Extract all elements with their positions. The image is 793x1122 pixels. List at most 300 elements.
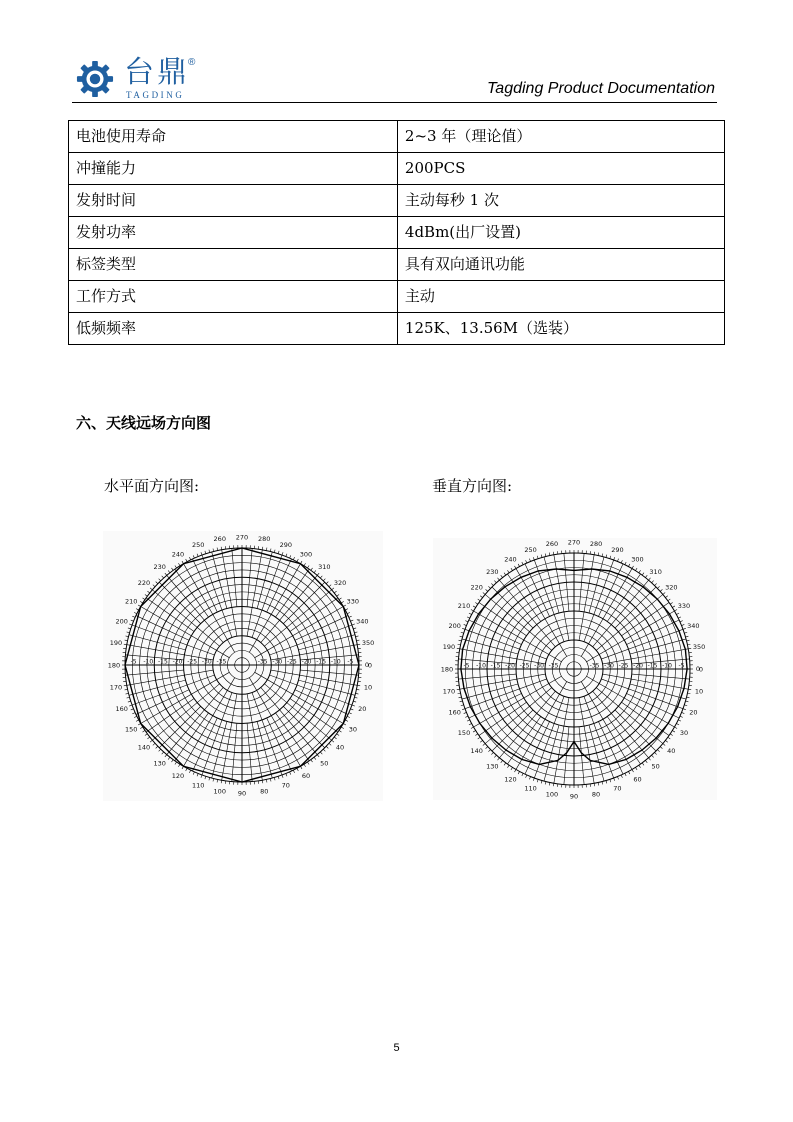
- company-logo: [72, 55, 262, 103]
- grid-spoke: [589, 557, 604, 613]
- angle-tick-label: 210: [457, 601, 471, 610]
- angle-tick-label: 270: [235, 533, 249, 542]
- section-heading: 六、天线远场方向图: [76, 414, 212, 432]
- angle-tick-label: 340: [356, 617, 369, 626]
- angle-tick-label: 170: [442, 687, 456, 696]
- angle-minor-tick: [498, 758, 500, 760]
- angle-minor-tick: [545, 782, 546, 785]
- angle-minor-tick: [507, 765, 509, 767]
- angle-minor-tick: [334, 737, 336, 739]
- angle-tick-label: 140: [137, 743, 151, 752]
- radial-tick-label: 0: [364, 661, 370, 669]
- logo-gear-icon: [76, 60, 114, 98]
- angle-tick-label: 20: [358, 705, 367, 714]
- angle-minor-tick: [186, 559, 187, 562]
- horizontal-polar-svg: [103, 531, 383, 801]
- grid-spoke: [615, 710, 656, 751]
- angle-minor-tick: [293, 557, 294, 560]
- angle-minor-tick: [150, 740, 152, 742]
- angle-minor-tick: [494, 755, 496, 757]
- grid-spoke: [465, 679, 547, 709]
- grid-spoke: [630, 684, 686, 699]
- grid-spoke: [257, 722, 272, 779]
- angle-tick-label: 350: [692, 643, 706, 652]
- angle-minor-tick: [471, 610, 474, 612]
- angle-minor-tick: [635, 568, 637, 571]
- angle-minor-tick: [480, 740, 482, 742]
- angle-tick-label: 70: [613, 784, 622, 793]
- angle-minor-tick: [537, 779, 538, 782]
- page-number: 5: [393, 1042, 400, 1054]
- angle-tick-label: 310: [649, 568, 662, 577]
- angle-tick-label: 100: [213, 787, 226, 796]
- angle-minor-tick: [143, 598, 145, 600]
- angle-minor-tick: [320, 752, 322, 754]
- angle-minor-tick: [541, 781, 542, 784]
- angle-tick-label: 20: [689, 708, 698, 717]
- angle-minor-tick: [189, 557, 190, 560]
- angle-minor-tick: [478, 737, 480, 739]
- angle-minor-tick: [134, 612, 137, 613]
- grid-spoke: [252, 555, 282, 637]
- angle-minor-tick: [356, 689, 359, 690]
- angle-minor-tick: [347, 716, 350, 717]
- angle-minor-tick: [162, 576, 164, 578]
- grid-spoke: [544, 725, 559, 781]
- angle-minor-tick: [494, 581, 496, 583]
- angle-minor-tick: [602, 782, 603, 785]
- angle-minor-tick: [153, 743, 155, 745]
- angle-tick-label: 40: [335, 743, 345, 752]
- angle-tick-label: 270: [567, 538, 581, 547]
- angle-minor-tick: [132, 713, 135, 714]
- angle-minor-tick: [676, 723, 679, 724]
- angle-minor-tick: [278, 551, 279, 554]
- angle-minor-tick: [307, 566, 309, 568]
- grid-spoke: [202, 692, 232, 774]
- angle-minor-tick: [683, 709, 686, 710]
- radial-tick-label: -20: [172, 658, 183, 666]
- angle-minor-tick: [655, 583, 657, 585]
- angle-minor-tick: [478, 599, 480, 601]
- angle-minor-tick: [165, 573, 167, 575]
- vertical-polar-chart: [433, 538, 717, 800]
- angle-minor-tick: [537, 556, 538, 559]
- angle-minor-tick: [209, 777, 210, 780]
- grid-spoke: [212, 552, 227, 609]
- angle-tick-label: 10: [694, 687, 704, 696]
- angle-minor-tick: [469, 613, 472, 614]
- angle-tick-label: 260: [213, 535, 226, 544]
- angle-minor-tick: [657, 586, 659, 588]
- angle-tick-label: 230: [486, 568, 499, 577]
- angle-minor-tick: [270, 549, 271, 552]
- angle-minor-tick: [354, 697, 357, 698]
- angle-tick-label: 240: [504, 555, 517, 564]
- angle-tick-label: 110: [524, 784, 537, 793]
- grid-spoke: [299, 635, 356, 650]
- angle-minor-tick: [549, 553, 550, 556]
- angle-minor-tick: [186, 768, 187, 771]
- radial-tick-label: -35: [257, 658, 268, 666]
- angle-tick-label: 220: [470, 583, 483, 592]
- angle-minor-tick: [353, 628, 356, 629]
- angle-minor-tick: [533, 557, 534, 560]
- angle-minor-tick: [635, 767, 637, 770]
- angle-tick-label: 300: [631, 555, 644, 564]
- angle-minor-tick: [458, 644, 461, 645]
- row-label: 发射时间: [69, 185, 398, 217]
- angle-minor-tick: [652, 581, 654, 583]
- grid-spoke: [269, 625, 351, 655]
- angle-minor-tick: [460, 636, 463, 637]
- angle-minor-tick: [549, 782, 550, 785]
- angle-tick-label: 30: [348, 725, 357, 734]
- registered-mark: ®: [188, 57, 196, 68]
- radial-tick-label: -25: [187, 658, 198, 666]
- grid-spoke: [589, 725, 604, 781]
- angle-minor-tick: [193, 772, 194, 775]
- radial-tick-label: -25: [286, 658, 297, 666]
- angle-minor-tick: [688, 648, 691, 649]
- angle-tick-label: 250: [192, 541, 205, 550]
- angle-minor-tick: [464, 624, 467, 625]
- angle-minor-tick: [473, 730, 476, 732]
- angle-minor-tick: [125, 689, 128, 690]
- angle-minor-tick: [307, 762, 309, 764]
- angle-tick-label: 110: [192, 781, 205, 790]
- angle-minor-tick: [128, 628, 131, 629]
- angle-minor-tick: [486, 747, 488, 749]
- angle-minor-tick: [684, 705, 687, 706]
- angle-minor-tick: [488, 750, 490, 752]
- angle-tick-label: 90: [237, 789, 247, 798]
- angle-minor-tick: [168, 757, 170, 759]
- row-value: 4dBm(出厂设置): [397, 217, 724, 249]
- radial-tick-label: -35: [548, 662, 559, 670]
- angle-tick-label: 130: [153, 759, 166, 768]
- radial-tick-label: -15: [157, 658, 168, 666]
- angle-tick-label: 200: [448, 621, 461, 630]
- angle-minor-tick: [632, 566, 634, 569]
- angle-minor-tick: [266, 779, 267, 782]
- row-value: 125K、13.56M（选装）: [397, 313, 724, 345]
- angle-minor-tick: [127, 632, 130, 633]
- angle-tick-label: 240: [171, 550, 185, 559]
- grid-spoke: [584, 696, 614, 778]
- radial-tick-label: -20: [633, 662, 643, 670]
- angle-minor-tick: [467, 720, 470, 721]
- angle-minor-tick: [349, 713, 352, 714]
- angle-minor-tick: [632, 769, 634, 772]
- angle-minor-tick: [150, 588, 152, 590]
- angle-minor-tick: [201, 552, 202, 555]
- grid-spoke: [630, 639, 686, 654]
- angle-tick-label: 70: [281, 781, 290, 790]
- angle-tick-label: 350: [361, 639, 375, 648]
- angle-minor-tick: [175, 762, 177, 764]
- angle-tick-label: 60: [301, 772, 311, 781]
- angle-minor-tick: [350, 709, 353, 710]
- angle-minor-tick: [553, 552, 554, 555]
- angle-minor-tick: [545, 554, 546, 557]
- angle-minor-tick: [594, 552, 595, 555]
- angle-minor-tick: [347, 612, 350, 613]
- angle-minor-tick: [314, 757, 316, 759]
- angle-minor-tick: [501, 760, 503, 762]
- page-header: [72, 52, 717, 102]
- angle-minor-tick: [134, 716, 137, 717]
- angle-minor-tick: [475, 602, 477, 604]
- angle-minor-tick: [274, 777, 275, 780]
- angle-tick-label: 290: [279, 541, 292, 550]
- angle-minor-tick: [262, 547, 263, 550]
- angle-minor-tick: [136, 609, 139, 610]
- angle-minor-tick: [680, 716, 683, 717]
- angle-tick-label: 330: [346, 597, 360, 606]
- angle-minor-tick: [621, 775, 622, 778]
- angle-minor-tick: [465, 621, 468, 622]
- angle-minor-tick: [461, 705, 464, 706]
- angle-minor-tick: [652, 755, 654, 757]
- grid-spoke: [462, 639, 518, 654]
- angle-minor-tick: [145, 734, 147, 736]
- angle-minor-tick: [488, 586, 490, 588]
- table-row: [69, 153, 725, 185]
- table-row: [69, 185, 725, 217]
- angle-tick-label: 340: [687, 621, 700, 630]
- angle-minor-tick: [660, 747, 662, 749]
- angle-minor-tick: [209, 550, 210, 553]
- angle-tick-label: 180: [107, 661, 121, 670]
- angle-minor-tick: [136, 720, 139, 721]
- table-row: [69, 281, 725, 313]
- angle-minor-tick: [159, 749, 161, 751]
- angle-minor-tick: [290, 555, 291, 558]
- angle-minor-tick: [498, 578, 500, 580]
- row-value: 200PCS: [397, 153, 724, 185]
- angle-minor-tick: [501, 575, 503, 577]
- vertical-pattern-caption: 垂直方向图:: [432, 477, 513, 495]
- angle-minor-tick: [602, 554, 603, 557]
- row-label: 冲撞能力: [69, 153, 398, 185]
- angle-tick-label: 0: [698, 665, 704, 674]
- angle-tick-label: 260: [545, 540, 559, 549]
- angle-minor-tick: [356, 636, 359, 637]
- angle-minor-tick: [162, 752, 164, 754]
- radial-tick-label: -5: [463, 662, 470, 670]
- angle-minor-tick: [125, 640, 128, 641]
- angle-minor-tick: [156, 746, 158, 748]
- grid-spoke: [462, 684, 518, 699]
- row-value: 主动每秒 1 次: [397, 185, 724, 217]
- angle-minor-tick: [126, 636, 129, 637]
- vertical-polar-svg: [433, 538, 717, 800]
- angle-minor-tick: [473, 606, 476, 608]
- angle-minor-tick: [297, 768, 298, 771]
- angle-minor-tick: [339, 598, 341, 600]
- angle-minor-tick: [168, 570, 170, 572]
- angle-minor-tick: [682, 712, 685, 713]
- angle-minor-tick: [350, 620, 353, 621]
- angle-minor-tick: [483, 593, 485, 595]
- angle-minor-tick: [672, 730, 675, 732]
- angle-minor-tick: [126, 693, 129, 694]
- grid-spoke: [534, 560, 564, 642]
- angle-tick-label: 160: [448, 708, 461, 717]
- grid-spoke: [269, 675, 351, 705]
- radial-tick-label: -25: [519, 662, 530, 670]
- grid-spoke: [202, 555, 232, 637]
- angle-tick-label: 120: [504, 775, 517, 784]
- angle-minor-tick: [670, 734, 672, 736]
- angle-minor-tick: [491, 583, 493, 585]
- table-row: [69, 121, 725, 153]
- angle-minor-tick: [193, 555, 194, 558]
- angle-minor-tick: [332, 740, 334, 742]
- grid-spoke: [212, 722, 227, 779]
- angle-minor-tick: [197, 773, 198, 776]
- angle-minor-tick: [124, 685, 127, 686]
- angle-minor-tick: [625, 562, 626, 565]
- angle-minor-tick: [680, 621, 683, 622]
- angle-minor-tick: [457, 689, 460, 690]
- angle-tick-label: 180: [440, 665, 454, 674]
- header-divider: [72, 102, 717, 103]
- angle-minor-tick: [323, 579, 325, 581]
- angle-minor-tick: [504, 573, 506, 575]
- angle-minor-tick: [354, 632, 357, 633]
- angle-minor-tick: [686, 636, 689, 637]
- angle-minor-tick: [131, 709, 134, 710]
- angle-tick-label: 230: [153, 563, 166, 572]
- angle-minor-tick: [320, 576, 322, 578]
- angle-minor-tick: [686, 701, 689, 702]
- radial-tick-label: -15: [647, 662, 658, 670]
- angle-minor-tick: [352, 624, 355, 625]
- grid-spoke: [129, 680, 186, 695]
- angle-minor-tick: [140, 727, 143, 729]
- angle-minor-tick: [668, 599, 670, 601]
- table-row: [69, 217, 725, 249]
- angle-minor-tick: [221, 547, 222, 550]
- angle-minor-tick: [178, 764, 180, 767]
- angle-tick-label: 140: [470, 746, 483, 755]
- angle-minor-tick: [175, 566, 177, 568]
- angle-tick-label: 280: [589, 540, 603, 549]
- angle-minor-tick: [645, 760, 647, 762]
- angle-minor-tick: [140, 601, 143, 603]
- angle-minor-tick: [323, 749, 325, 751]
- angle-minor-tick: [341, 601, 344, 603]
- angle-minor-tick: [189, 770, 190, 773]
- angle-minor-tick: [221, 780, 222, 783]
- angle-minor-tick: [684, 632, 687, 633]
- angle-minor-tick: [217, 779, 218, 782]
- angle-minor-tick: [357, 644, 360, 645]
- angle-minor-tick: [663, 744, 665, 746]
- radial-tick-label: -15: [316, 658, 327, 666]
- angle-minor-tick: [486, 589, 488, 591]
- angle-tick-label: 150: [124, 725, 138, 734]
- grid-spoke: [159, 582, 200, 623]
- angle-minor-tick: [143, 730, 145, 732]
- angle-minor-tick: [317, 755, 319, 757]
- angle-minor-tick: [131, 620, 134, 621]
- row-value: 主动: [397, 281, 724, 313]
- radial-tick-label: -10: [662, 662, 672, 670]
- angle-minor-tick: [462, 709, 465, 710]
- angle-minor-tick: [687, 640, 690, 641]
- logo-english-text: TAGDING: [126, 90, 185, 100]
- angle-minor-tick: [688, 689, 691, 690]
- horizontal-polar-chart: [103, 531, 383, 801]
- radial-tick-label: -5: [347, 658, 354, 666]
- angle-minor-tick: [357, 685, 360, 686]
- angle-minor-tick: [480, 596, 482, 598]
- angle-minor-tick: [465, 716, 468, 717]
- angle-tick-label: 130: [486, 762, 499, 771]
- angle-minor-tick: [165, 755, 167, 757]
- angle-minor-tick: [682, 624, 685, 625]
- angle-minor-tick: [511, 568, 513, 571]
- angle-minor-tick: [610, 556, 611, 559]
- angle-minor-tick: [471, 727, 474, 729]
- logo-chinese-text: 台鼎: [124, 55, 190, 90]
- angle-minor-tick: [606, 781, 607, 784]
- angle-tick-label: 190: [109, 639, 123, 648]
- angle-tick-label: 220: [137, 579, 151, 588]
- angle-minor-tick: [541, 555, 542, 558]
- angle-minor-tick: [311, 760, 313, 762]
- angle-minor-tick: [529, 777, 530, 780]
- angle-minor-tick: [201, 775, 202, 778]
- table-row: [69, 313, 725, 345]
- angle-minor-tick: [197, 554, 198, 557]
- angle-minor-tick: [460, 701, 463, 702]
- grid-spoke: [601, 679, 683, 709]
- radial-tick-label: -35: [216, 658, 227, 666]
- grid-spoke: [252, 692, 282, 774]
- angle-minor-tick: [655, 752, 657, 754]
- angle-minor-tick: [621, 560, 622, 563]
- grid-spoke: [299, 680, 356, 695]
- angle-minor-tick: [594, 783, 595, 786]
- angle-tick-label: 160: [115, 705, 128, 714]
- radial-tick-label: -10: [143, 658, 154, 666]
- angle-minor-tick: [606, 555, 607, 558]
- angle-minor-tick: [311, 568, 313, 570]
- angle-minor-tick: [665, 596, 667, 598]
- horizontal-pattern-caption: 水平面方向图:: [104, 477, 200, 495]
- angle-minor-tick: [290, 772, 291, 775]
- angle-minor-tick: [462, 628, 465, 629]
- angle-minor-tick: [352, 705, 355, 706]
- angle-minor-tick: [356, 640, 359, 641]
- angle-minor-tick: [649, 578, 651, 580]
- radial-tick-label: -10: [330, 658, 341, 666]
- angle-minor-tick: [529, 559, 530, 562]
- angle-minor-tick: [128, 701, 131, 702]
- row-label: 电池使用寿命: [69, 121, 398, 153]
- row-value: 具有双向通讯功能: [397, 249, 724, 281]
- angle-minor-tick: [286, 773, 287, 776]
- radial-tick-label: -30: [201, 658, 212, 666]
- angle-minor-tick: [687, 644, 690, 645]
- angle-tick-label: 80: [591, 790, 601, 799]
- angle-minor-tick: [329, 585, 331, 587]
- angle-minor-tick: [598, 553, 599, 556]
